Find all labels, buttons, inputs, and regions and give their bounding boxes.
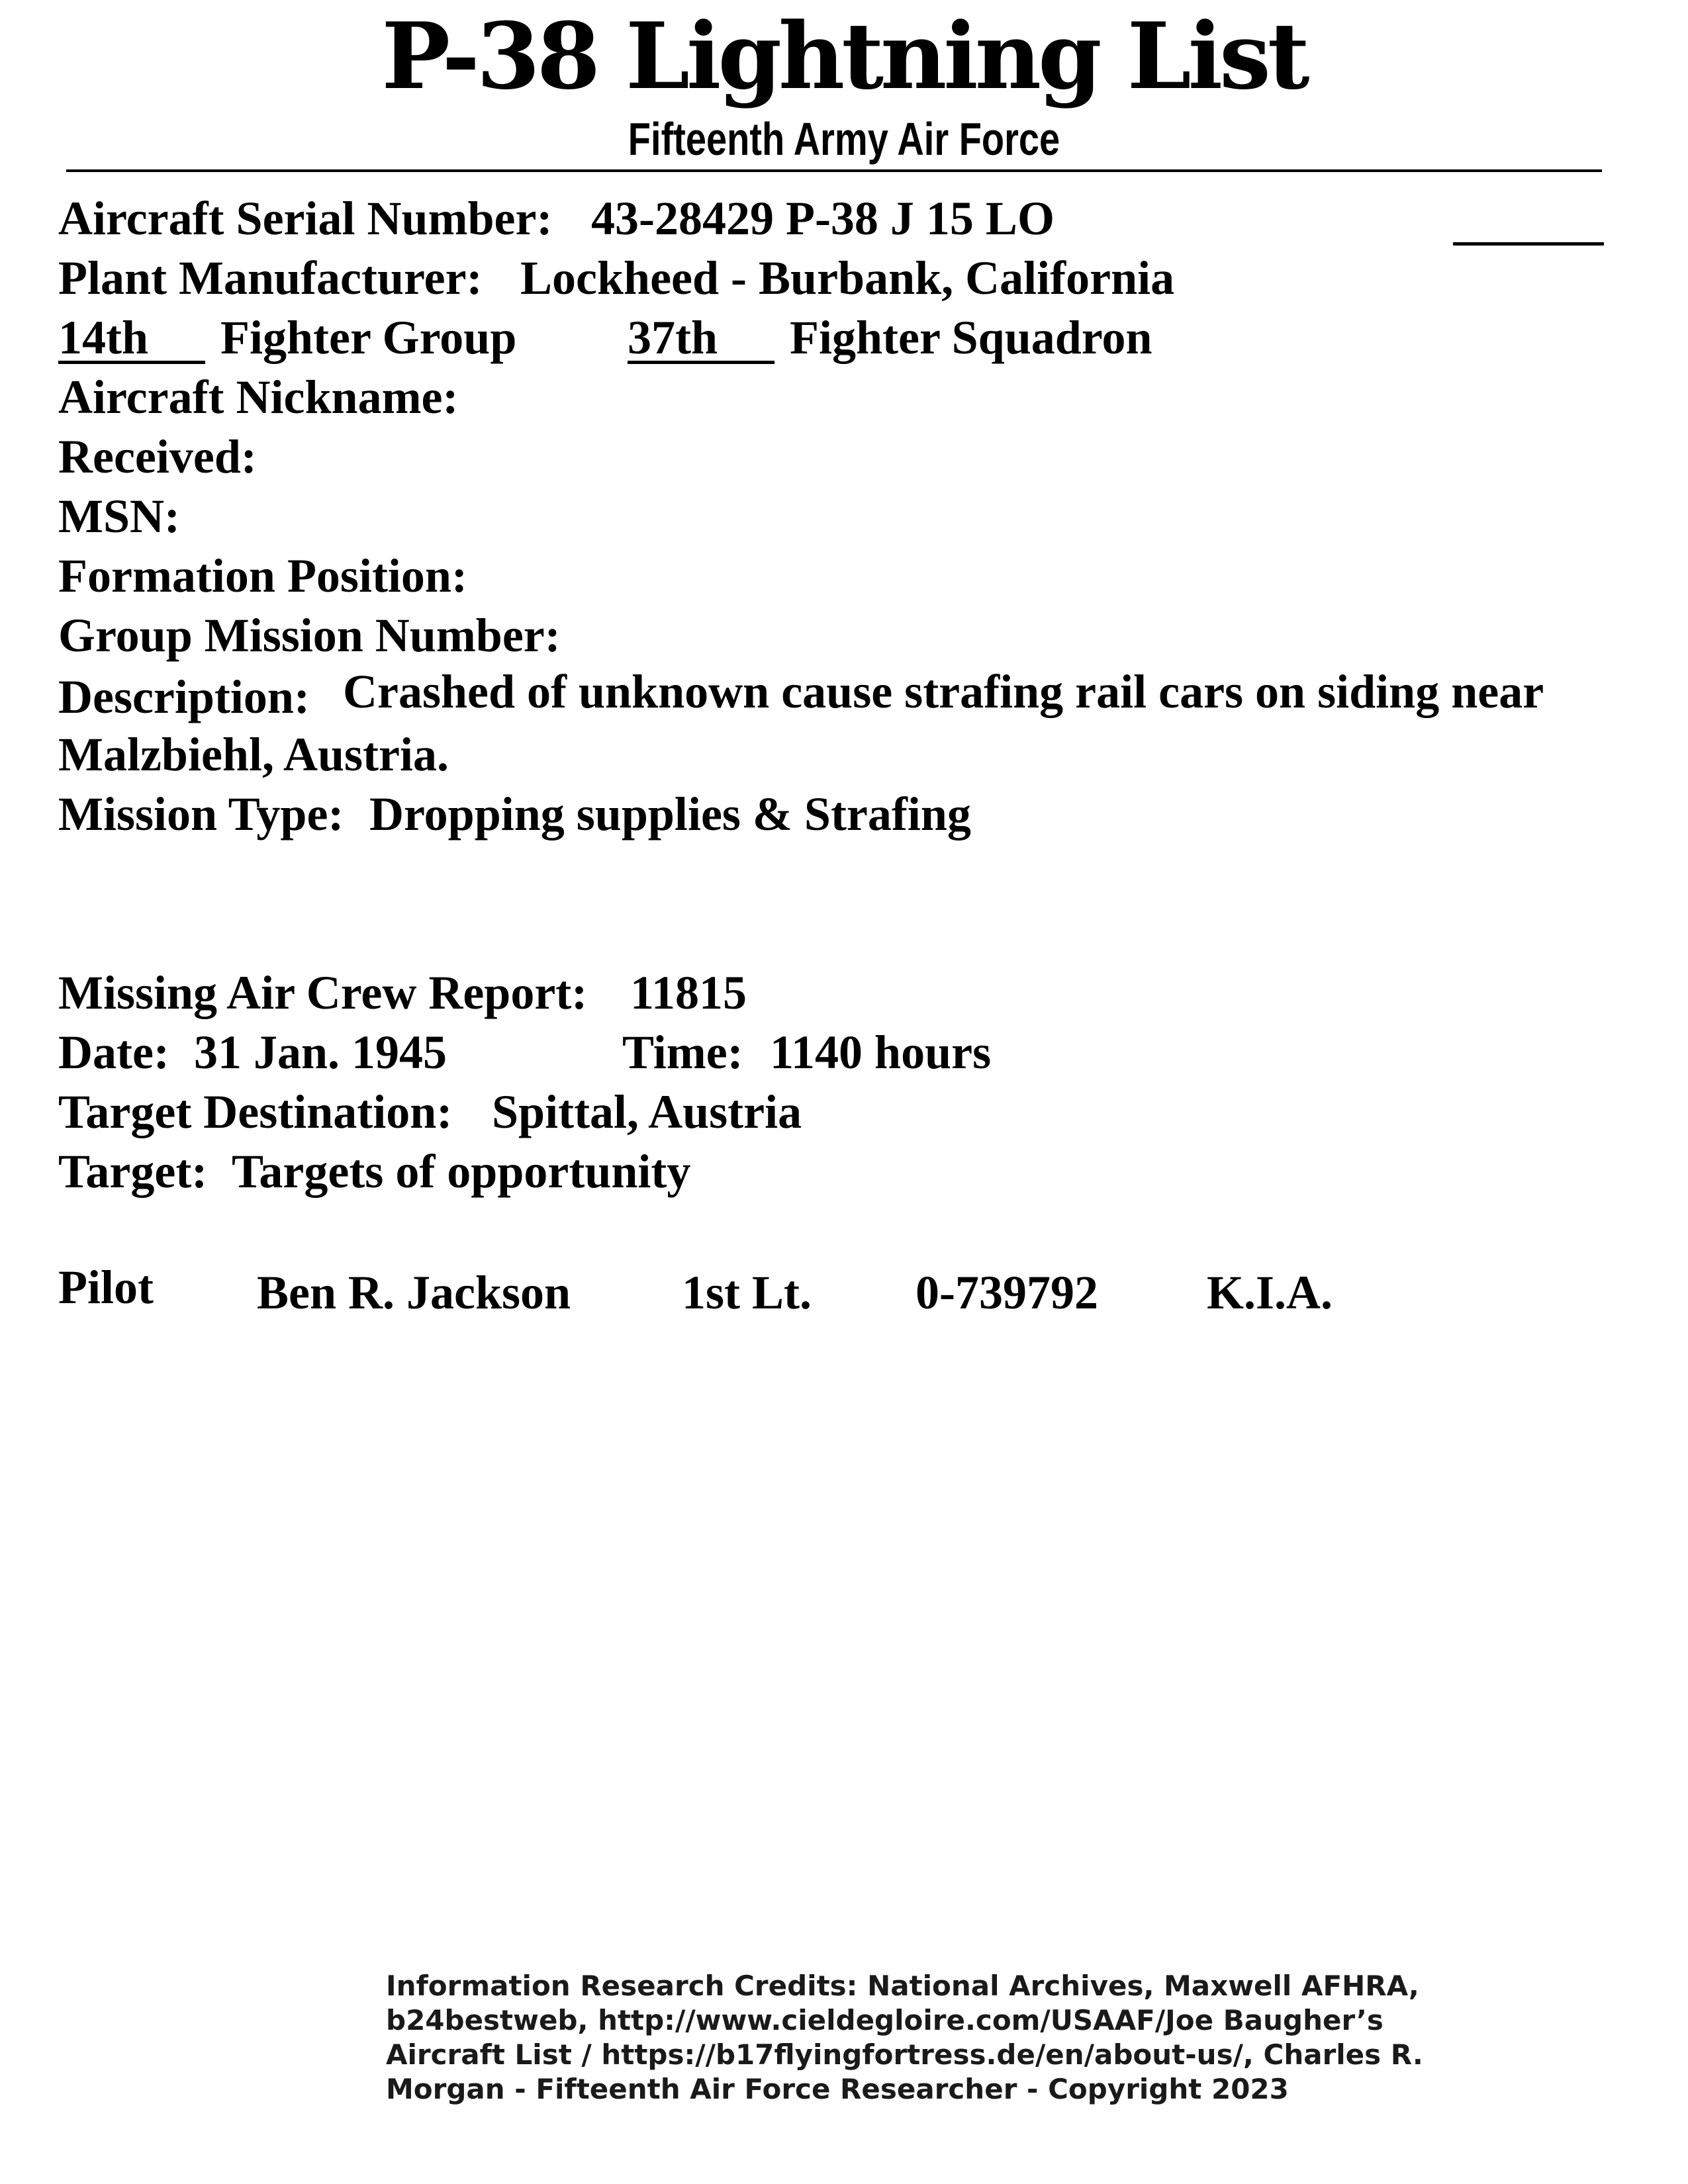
group-label: Fighter Group: [220, 311, 517, 364]
credits-line-3: Aircraft List / https://b17flyingfortress.de/en/about-us/, Charles R.: [386, 2038, 1423, 2071]
group-underline: [58, 361, 205, 364]
credits-line-2: b24bestweb, http://www.cieldegloire.com/USAAF/Joe Baugher’s: [386, 2004, 1383, 2036]
target-label: Target:: [58, 1145, 208, 1198]
mission-type-label: Mission Type:: [58, 788, 344, 841]
squadron-label: Fighter Squadron: [790, 311, 1152, 364]
nickname-label: Aircraft Nickname:: [58, 371, 459, 424]
time-value: 1140 hours: [770, 1026, 992, 1079]
blank-line: [1453, 242, 1604, 246]
target-destination-value: Spittal, Austria: [492, 1085, 802, 1138]
group-mission-label: Group Mission Number:: [58, 609, 561, 662]
crew-status: K.I.A.: [1207, 1266, 1333, 1319]
description-line2: Malzbiehl, Austria.: [58, 728, 449, 781]
squadron-value: 37th: [628, 311, 718, 364]
page-title: P-38 Lightning List: [381, 2, 1307, 110]
date-value: 31 Jan. 1945: [194, 1026, 447, 1079]
macr-label: Missing Air Crew Report:: [58, 966, 588, 1019]
target-value: Targets of opportunity: [232, 1145, 691, 1198]
page-subtitle: Fifteenth Army Air Force: [628, 113, 1060, 165]
msn-label: MSN:: [58, 490, 180, 543]
received-label: Received:: [58, 430, 257, 483]
date-label: Date:: [58, 1026, 169, 1079]
crew-role: Pilot: [58, 1261, 154, 1314]
header-divider: [66, 169, 1602, 172]
serial-value: 43-28429 P-38 J 15 LO: [591, 192, 1055, 245]
research-credits: [386, 1969, 1423, 2107]
serial-label: Aircraft Serial Number:: [58, 192, 553, 245]
crew-serial: 0-739792: [915, 1266, 1098, 1319]
group-value: 14th: [58, 311, 149, 364]
squadron-underline: [628, 361, 774, 364]
manufacturer-value: Lockheed - Burbank, California: [520, 251, 1175, 304]
credits-line-1: Information Research Credits: National Archives, Maxwell AFHRA,: [386, 1970, 1419, 2002]
description-label: Description:: [58, 670, 310, 723]
manufacturer-label: Plant Manufacturer:: [58, 251, 483, 304]
credits-line-4: Morgan - Fifteenth Air Force Researcher - Copyright 2023: [386, 2073, 1289, 2105]
crew-name: Ben R. Jackson: [257, 1266, 571, 1319]
formation-label: Formation Position:: [58, 549, 467, 602]
crew-rank: 1st Lt.: [682, 1266, 812, 1319]
description-line1: Crashed of unknown cause strafing rail cars on siding near: [343, 665, 1544, 718]
macr-value: 11815: [630, 966, 747, 1019]
target-destination-label: Target Destination:: [58, 1085, 453, 1138]
time-label: Time:: [622, 1026, 743, 1079]
mission-type-value: Dropping supplies & Strafing: [369, 788, 971, 841]
